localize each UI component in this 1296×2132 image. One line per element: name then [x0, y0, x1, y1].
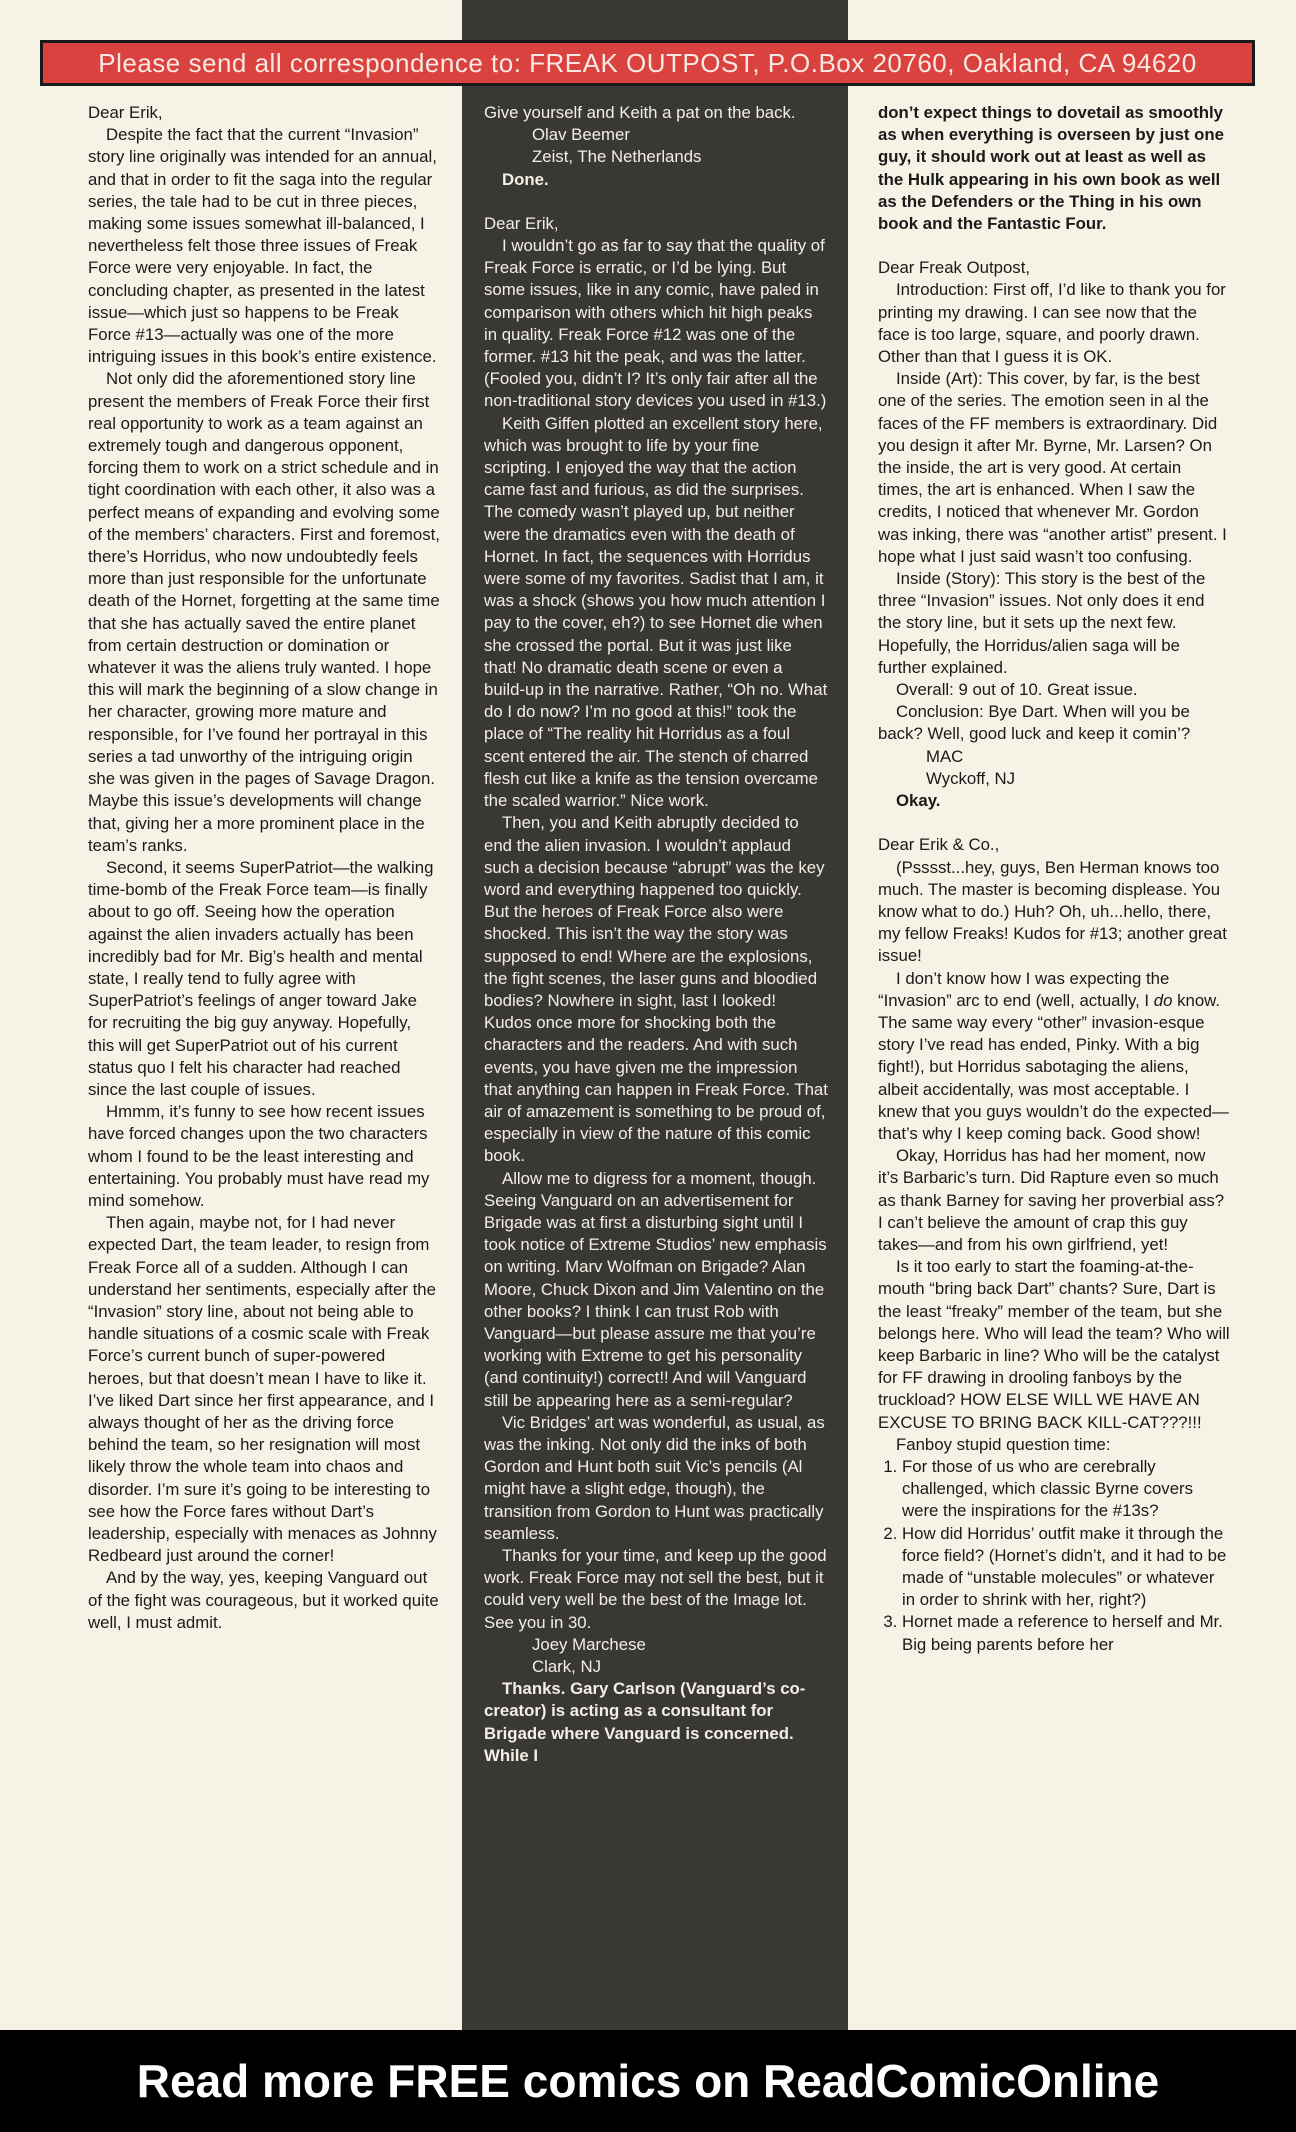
paragraph-text: know. The same way every “other” invasion-esque story I’ve read has ended, Pinky. With a big fight!), but Horridus sabotaging the aliens, albeit accidentally, was most acceptable. I knew that you guys wouldn’t do the expected—that’s why I keep coming back. Good show!	[878, 990, 1229, 1143]
paragraph: Despite the fact that the current “Invasion” story line originally was intended for an annual, and that in order to fit the saga into the regular series, the tale had to be cut in three pieces, making some issues somewhat ill-balanced, I nevertheless felt those three issues of Freak Force were very enjoyable. In fact, the concluding chapter, as presented in the latest issue—which just so happens to be Freak Force #13—actually was one of the more intriguing issues in this book’s entire existence.	[88, 125, 437, 367]
list-item: 1. For those of us who are cerebrally challenged, which classic Byrne covers were the inspirations for the #13s?	[902, 1456, 1230, 1523]
paragraph: Allow me to digress for a moment, though. Seeing Vanguard on an advertisement for Brigade was at first a disturbing sight until I took notice of Extreme Studios’ new emphasis on writing. Marv Wolfman on Brigade? Alan Moore, Chuck Dixon and Jim Valentino on the other books? I think I can trust Rob with Vanguard—but please assure me that you’re working with Extreme to get his personality (and continuity!) correct!! And will Vanguard still be appearing here as a semi-regular?	[484, 1168, 827, 1410]
signature-location: Wyckoff, NJ	[926, 768, 1016, 788]
paragraph: And by the way, yes, keeping Vanguard out of the fight was courageous, but it worked quite well, I must admit.	[88, 1568, 439, 1632]
salutation: Dear Erik & Co.,	[878, 835, 1000, 855]
paragraph: Then again, maybe not, for I had never expected Dart, the team leader, to resign from Freak Force all of a sudden. Although I can understand her sentiments, especially after the “Invasion” story line, about not being able to handle situations of a cosmic scale with Freak Force’s current bunch of super-powered heroes, but that doesn’t mean I have to like it. I’ve liked Dart since her first appearance, and I always thought of her as the driving force behind the team, so her resignation will most likely throw the whole team into chaos and disorder. I’m sure it’s going to be interesting to see how the Force fares without Dart’s leadership, especially with menaces as Johnny Redbeard just around the corner!	[88, 1213, 437, 1566]
paragraph-text: I don’t know how I was expecting the “Invasion” arc to end (well, actually, I	[878, 968, 1170, 1010]
paragraph: Okay, Horridus has had her moment, now it’s Barbaric’s turn. Did Rapture even so much as thank Barney for saving her proverbial ass? I can’t believe the amount of crap this guy takes—and from his own girlfriend, yet!	[878, 1146, 1225, 1254]
signature-location: Zeist, The Netherlands	[532, 147, 702, 167]
footer-banner	[0, 2030, 1296, 2132]
paragraph: Overall: 9 out of 10. Great issue.	[896, 680, 1138, 700]
signature-name: Olav Beemer	[532, 125, 630, 145]
paragraph: Hmmm, it’s funny to see how recent issues have forced changes upon the two characters whom I found to be the least interesting and entertaining. You probably must have read my mind somehow.	[88, 1102, 430, 1210]
paragraph: Vic Bridges’ art was wonderful, as usual, as was the inking. Not only did the inks of both Gordon and Hunt both suit Vic’s pencils (Al might have a slight edge, though), the transition from Gordon to Hunt was practically seamless.	[484, 1412, 825, 1543]
paragraph: Fanboy stupid question time:	[896, 1434, 1111, 1454]
signature-name: MAC	[926, 746, 964, 766]
paragraph: Second, it seems SuperPatriot—the walking time-bomb of the Freak Force team—is finally about to go off. Seeing how the operation against the alien invaders actually has been incredibly bad for Mr. Big’s health and mental state, I really tend to fully agree with SuperPatriot’s feelings of anger toward Jake for recruiting the big guy anyway. Hopefully, this will get SuperPatriot out of his current status quo I felt his character had reached since the last couple of issues.	[88, 857, 434, 1099]
spacer	[878, 235, 1230, 257]
list-item: 3. Hornet made a reference to herself and Mr. Big being parents before her	[902, 1611, 1230, 1655]
editor-response: Thanks. Gary Carlson (Vanguard’s co-creator) is acting as a consultant for Brigade where Vanguard is concerned. While I	[484, 1679, 806, 1765]
spacer	[878, 812, 1230, 834]
paragraph: I wouldn’t go as far to say that the quality of Freak Force is erratic, or I’d be lying. But some issues, like in any comic, have paled in comparison with others which hit high peaks in quality. Freak Force #12 was one of the former. #13 hit the peak, and was the latter. (Fooled you, didn’t I? It’s only fair after all the non-traditional story devices you used in #13.)	[484, 236, 827, 411]
correspondence-address: Please send all correspondence to: FREAK OUTPOST, P.O.Box 20760, Oakland, CA 94620	[98, 47, 1197, 78]
editor-response: Done.	[502, 169, 549, 189]
paragraph: Inside (Story): This story is the best of the three “Invasion” issues. Not only does it end the story line, but it sets up the next few. Hopefully, the Horridus/alien saga will be further explained.	[878, 569, 1206, 677]
paragraph: Keith Giffen plotted an excellent story here, which was brought to life by your fine scripting. I enjoyed the way that the action came fast and furious, as did the surprises. The comedy wasn’t played up, but neither were the dramatics even with the death of Hornet. In fact, the sequences with Horridus were some of my favorites. Sadist that I am, it was a shock (shows you how much attention I pay to the cover, eh?) to see Hornet die when she crossed the portal. But it was just like that! No dramatic death scene or even a build-up in the narrative. Rather, “Oh no. What do I do now? I’m no good at this!” took the place of “The reality hit Horridus as a foul scent entered the air. The stench of charred flesh cut like a knife as the tension overcame the scaled warrior.” Nice work.	[484, 413, 828, 811]
spacer	[484, 191, 828, 213]
letter-column-3	[878, 102, 1230, 2022]
paragraph: Give yourself and Keith a pat on the back.	[484, 103, 796, 122]
paragraph: Inside (Art): This cover, by far, is the best one of the series. The emotion seen in al the faces of the FF members is extraordinary. Did you design it after Mr. Byrne, Mr. Larsen? On the inside, the art is very good. At certain times, the art is enhanced. When I saw the credits, I noticed that whenever Mr. Gordon was inking, there was “another artist” present. I hope what I just said wasn’t too confusing.	[878, 369, 1227, 566]
paragraph: Conclusion: Bye Dart. When will you be back? Well, good luck and keep it comin’?	[878, 702, 1191, 744]
letter-column-1	[88, 102, 440, 2022]
emphasis-text: do	[1153, 990, 1173, 1010]
list-item: 2. How did Horridus’ outfit make it through the force field? (Hornet’s didn’t, and it had to be made of “unstable molecules” or whatever in order to shrink with her, right?)	[902, 1523, 1230, 1612]
salutation: Dear Erik,	[484, 213, 559, 233]
letter-column-2	[484, 102, 828, 2022]
paragraph: Introduction: First off, I’d like to thank you for printing my drawing. I can see now that the face is too large, square, and poorly drawn. Other than that I guess it is OK.	[878, 280, 1226, 367]
salutation: Dear Freak Outpost,	[878, 258, 1031, 278]
correspondence-banner	[40, 40, 1255, 86]
question-list	[878, 1456, 1230, 1656]
paragraph	[878, 968, 1230, 1146]
paragraph: Then, you and Keith abruptly decided to end the alien invasion. I wouldn’t applaud such a decision because “abrupt” was the key word and everything happened too quickly. But the heroes of Freak Force also were shocked. This isn’t the way the story was supposed to end! Where are the explosions, the fight scenes, the laser guns and bloodied bodies? Nowhere in sight, last I looked! Kudos once more for shocking both the characters and the readers. And with such events, you have given me the impression that anything can happen in Freak Force. That air of amazement is something to be proud of, especially in view of the nature of this comic book.	[484, 813, 828, 1166]
footer-text: Read more FREE comics on ReadComicOnline	[136, 2055, 1160, 2107]
paragraph: Thanks for your time, and keep up the good work. Freak Force may not sell the best, but it could very well be the best of the Image lot. See you in 30.	[484, 1546, 827, 1632]
paragraph: Is it too early to start the foaming-at-the-mouth “bring back Dart” chants? Sure, Dart is the least “freaky” member of the team, but she belongs here. Who will lead the team? Who will keep Barbaric in line? Who will be the catalyst for FF drawing in drooling fanboys by the truckload? HOW ELSE WILL WE HAVE AN EXCUSE TO BRING BACK KILL-CAT???!!!	[878, 1257, 1230, 1432]
editor-response: Okay.	[896, 791, 941, 811]
paragraph: (Psssst...hey, guys, Ben Herman knows too much. The master is becoming displease. You know what to do.) Huh? Oh, uh...hello, there, my fellow Freaks! Kudos for #13; another great issue!	[878, 857, 1227, 966]
signature-name: Joey Marchese	[532, 1634, 646, 1654]
editor-response-continued: don’t expect things to dovetail as smoothly as when everything is overseen by just one guy, it should work out at least as well as the Hulk appearing in his own book as well as the Defenders or the Thing in his own book and the Fantastic Four.	[878, 103, 1224, 234]
salutation: Dear Erik,	[88, 103, 163, 122]
signature-location: Clark, NJ	[532, 1657, 601, 1677]
paragraph: Not only did the aforementioned story line present the members of Freak Force their first real opportunity to work as a team against an extremely tough and dangerous opponent, forcing them to work on a strict schedule and in tight coordination with each other, it also was a perfect means of expanding and evolving some of the members’ characters. First and foremost, there’s Horridus, who now undoubtedly feels more than just responsible for the unfortunate death of the Hornet, forgetting at the same time that she has actually saved the entire planet from certain destruction or domination or whatever it was the aliens truly wanted. I hope this will mark the beginning of a slow change in her character, growing more mature and responsible, for I’ve found her portrayal in this series a tad unworthy of the intriguing origin she was given in the pages of Savage Dragon. Maybe this issue’s developments will change that, giving her a more prominent place in the team’s ranks.	[88, 369, 440, 855]
